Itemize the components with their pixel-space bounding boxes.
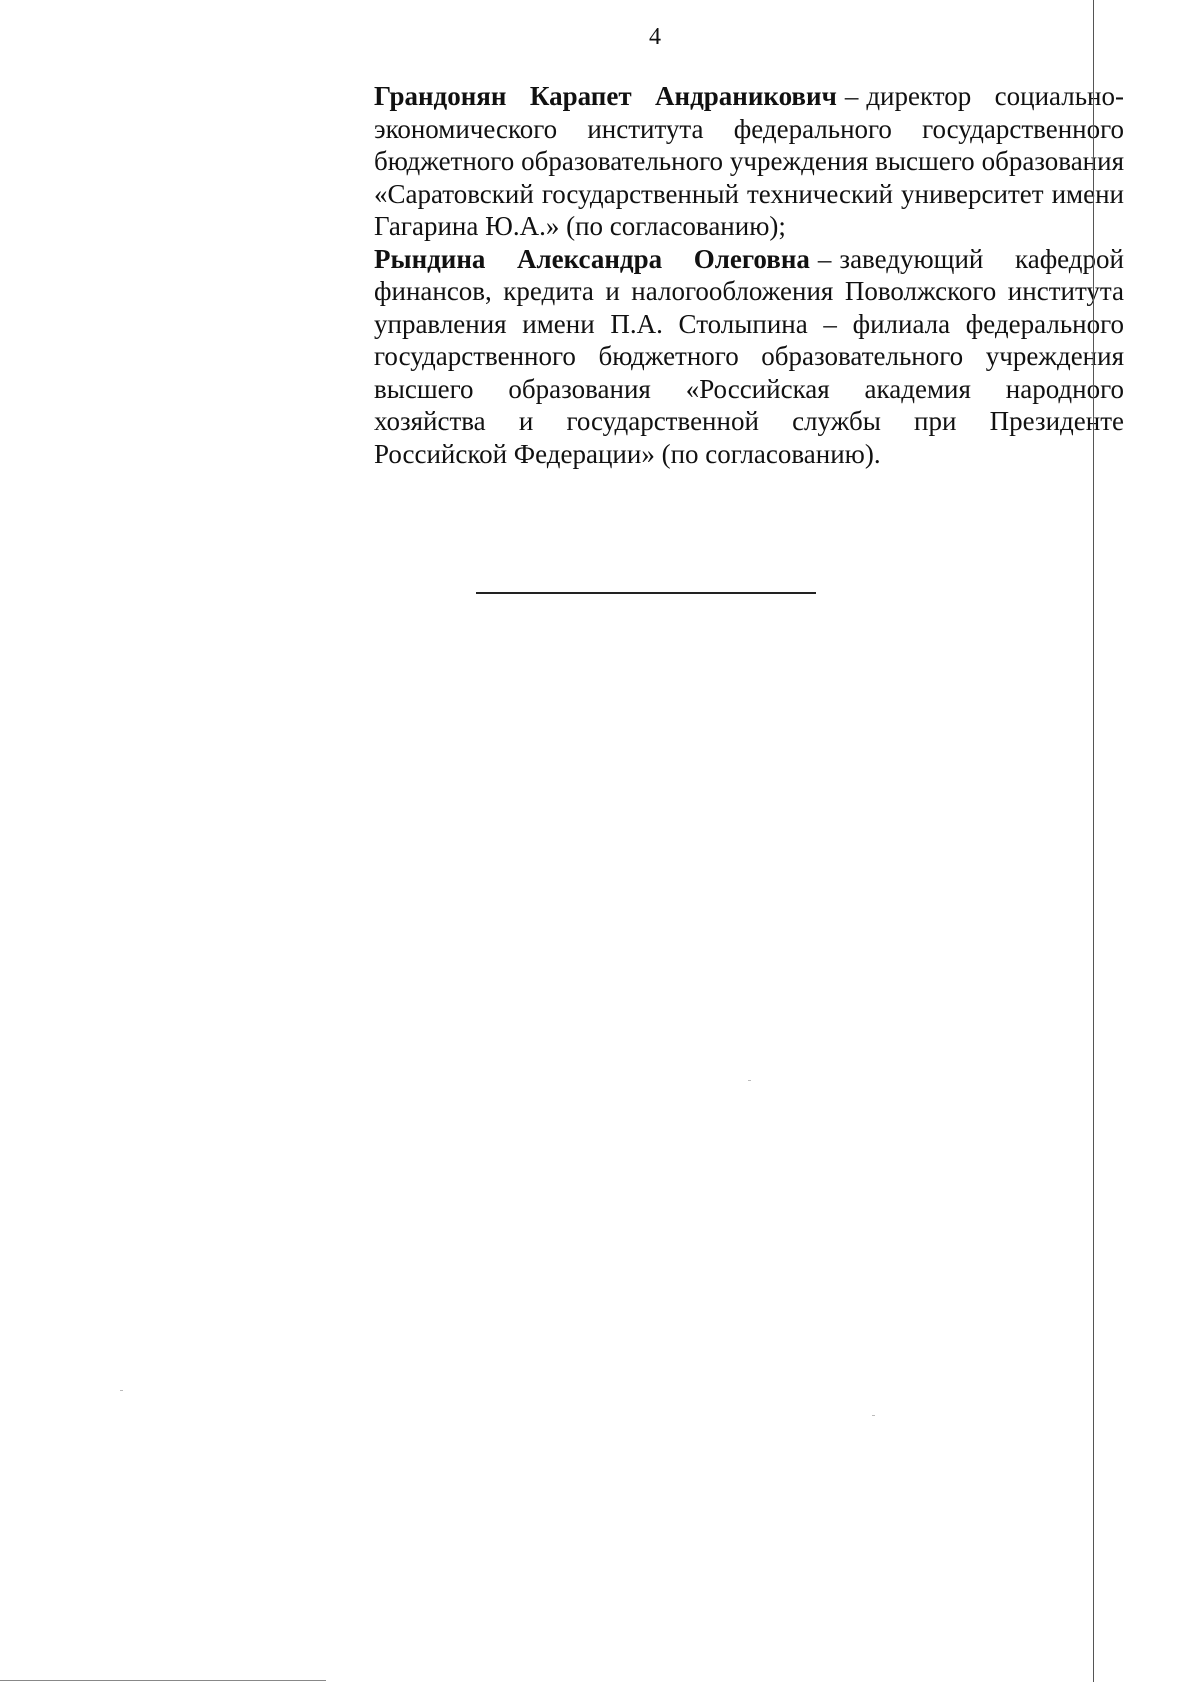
page-number: 4 (649, 24, 661, 50)
member-entry-ryndina (374, 243, 1124, 471)
member-description: директор социально-экономического института федерального государственного бюджетного образовательного учреждения высшего образования «Саратовский государственный технический университет имени Гагарина Ю.А.» (по согласованию); (374, 81, 1124, 241)
name-description-dash: – (844, 81, 859, 111)
scan-speck (872, 1415, 875, 1416)
member-list (374, 80, 1124, 470)
member-name: Рындина Александра Олеговна (374, 243, 810, 274)
scan-edge-bottom (0, 1680, 326, 1681)
scan-speck (120, 1390, 123, 1391)
scan-speck (748, 1080, 751, 1081)
member-name: Грандонян Карапет Андраникович (374, 81, 837, 111)
name-description-dash: – (817, 243, 832, 274)
member-entry-grandonyan (374, 80, 1124, 243)
end-of-list-rule (476, 592, 816, 594)
scan-edge-right (1093, 0, 1094, 1682)
member-description: заведующий кафедрой финансов, кредита и налогообложения Поволжского института управления имени П.А. Столыпина – филиала федерального государственного бюджетного образовательного учреждения высшего образования «Российская академия народного хозяйства и государственной службы при Президенте Российской Федерации» (по согласованию). (374, 243, 1124, 469)
